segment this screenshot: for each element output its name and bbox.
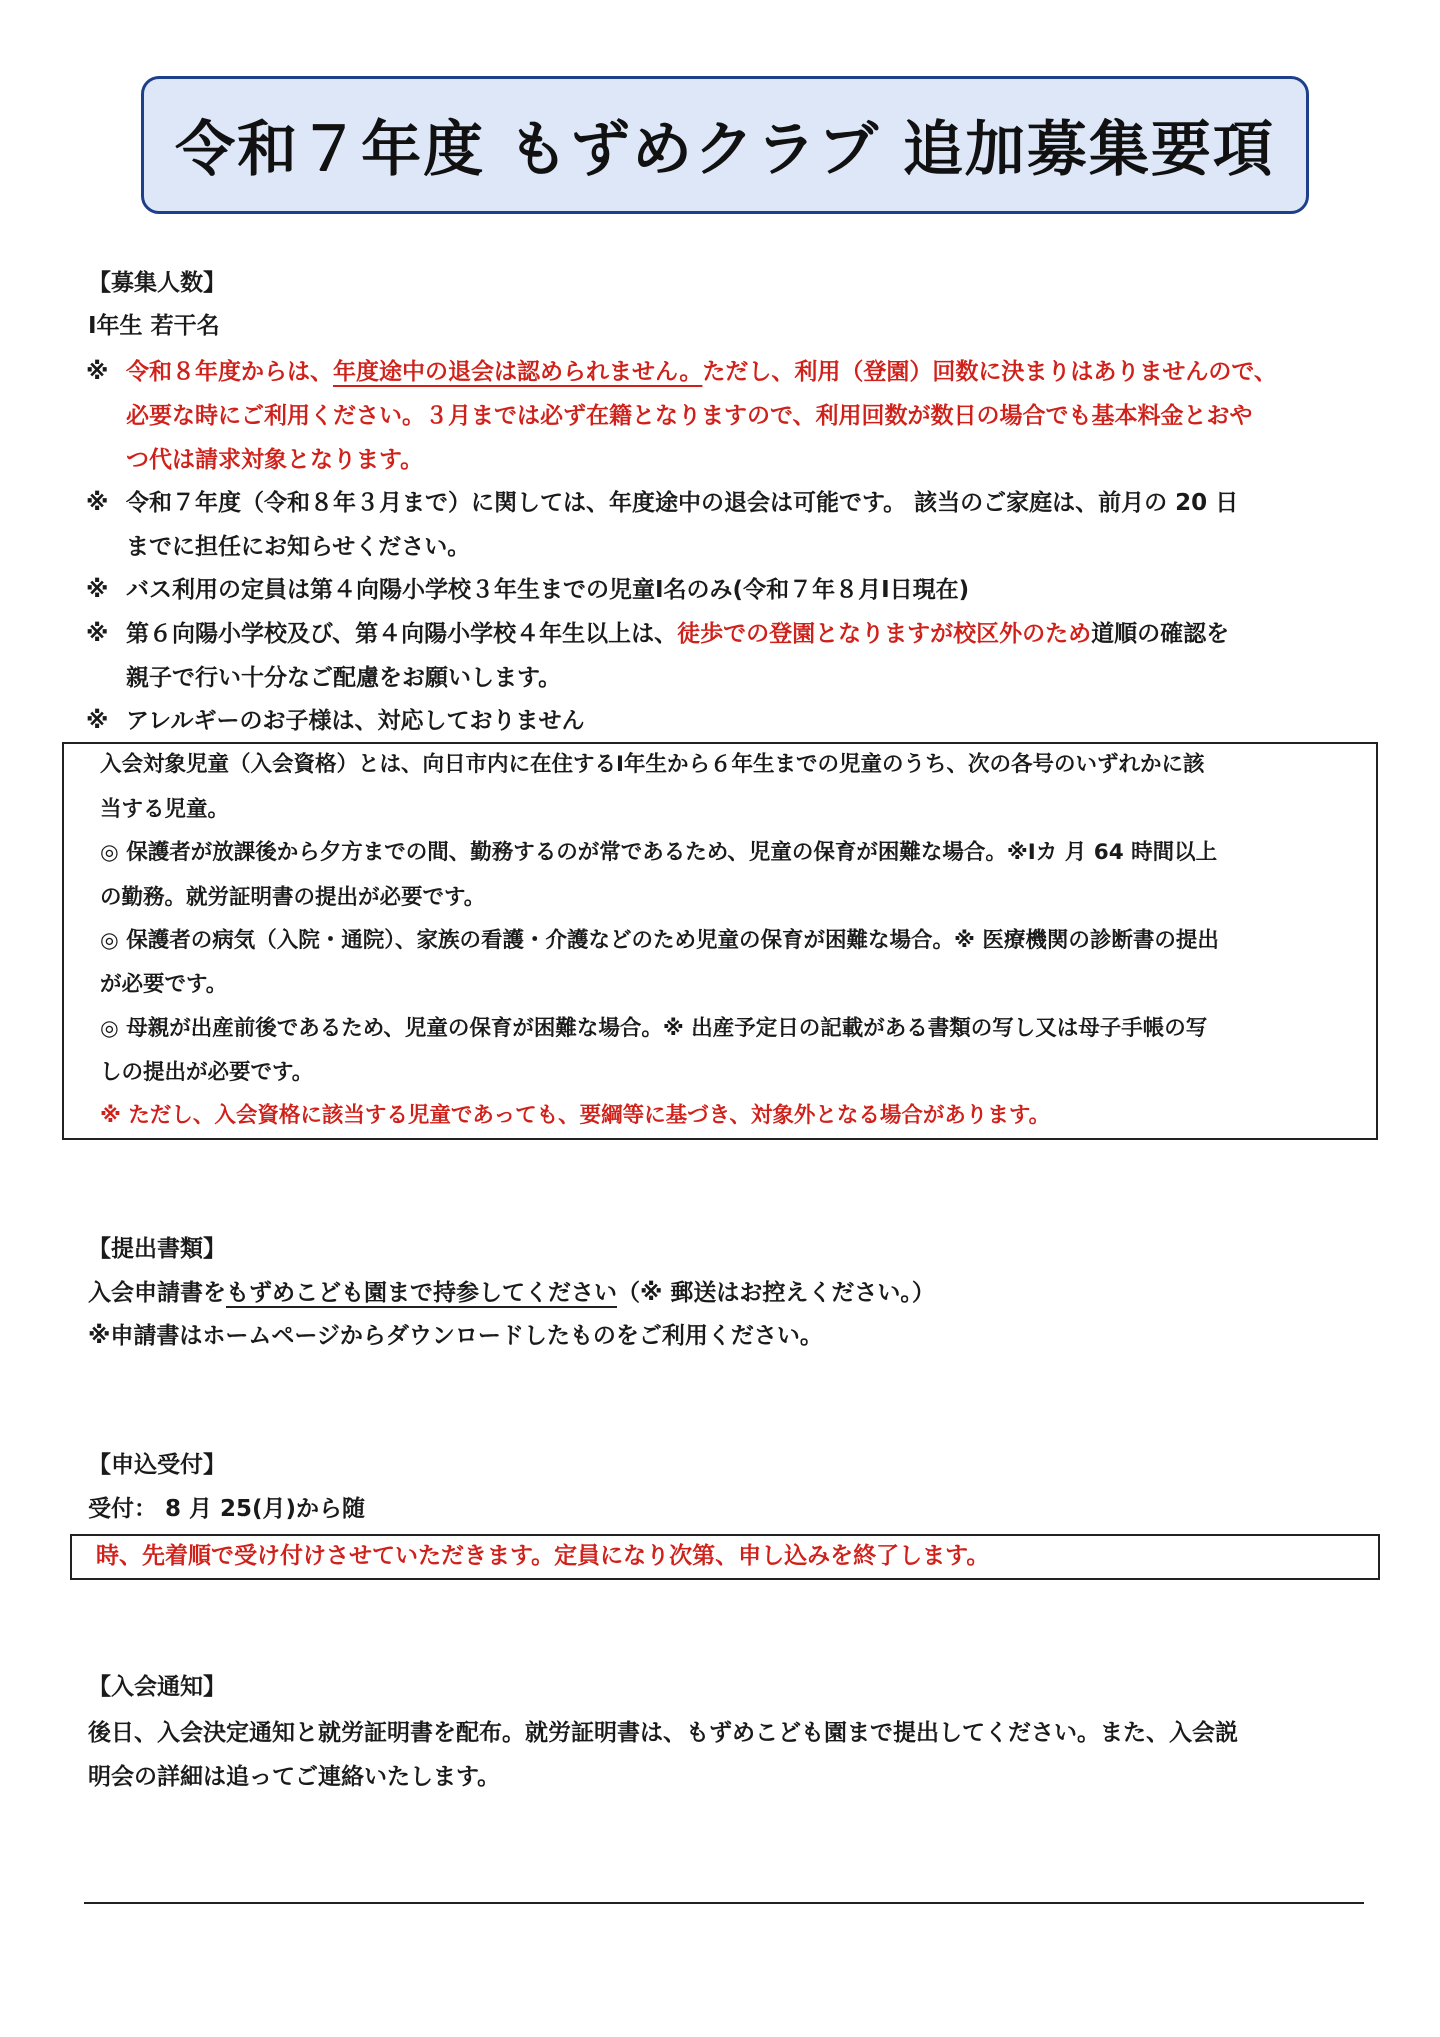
note-4 (86, 612, 1376, 700)
eligibility-line-7: ◎ 母親が出産前後であるため、児童の保育が困難な場合。※ 出産予定日の記載がある書類の写し又は母子手帳の写 (100, 1016, 1208, 1041)
documents-line-1 (88, 1278, 935, 1308)
recruit-count: Ⅰ年生 若干名 (88, 313, 220, 339)
note-4-part3: 道順の確認を (1091, 621, 1230, 647)
documents-line-2: ※申請書はホームページからダウンロードしたものをご利用ください。 (88, 1323, 823, 1349)
note-2 (86, 481, 1376, 569)
eligibility-line-2: 当する児童。 (100, 797, 230, 822)
eligibility-warning: ※ ただし、入会資格に該当する児童であっても、要綱等に基づき、対象外となる場合があります。 (100, 1103, 1051, 1128)
note-1-line2: 必要な時にご利用ください。３月までは必ず在籍となりますので、利用回数が数日の場合でも基本料金とおや (126, 403, 1253, 429)
note-2-line1: 令和７年度（令和８年３月まで）に関しては、年度途中の退会は可能です。 該当のご家庭は、前月の 20 日 (126, 490, 1239, 516)
page-title: 令和７年度 もずめクラブ 追加募集要項 (175, 115, 1275, 185)
eligibility-line-1: 入会対象児童（入会資格）とは、向日市内に在住するⅠ年生から６年生までの児童のうち、次の各号のいずれかに該 (100, 752, 1205, 777)
note-1-line3: つ代は請求対象となります。 (126, 447, 424, 473)
notice-line-1: 後日、入会決定通知と就労証明書を配布。就労証明書は、もずめこども園まで提出してください。また、入会説 (88, 1720, 1238, 1746)
note-5-mark: ※ (86, 708, 109, 734)
documents-heading: 【提出書類】 (88, 1236, 226, 1262)
note-1-underlined: 年度途中の退会は認められません。 (333, 359, 703, 385)
note-4-line2: 親子で行い十分なご配慮をお願いします。 (126, 665, 562, 691)
documents-underlined: もずめこども園まで持参してください (226, 1280, 617, 1306)
bottom-divider (84, 1902, 1364, 1904)
note-5-line1: アレルギーのお子様は、対応しておりません (126, 708, 585, 734)
application-box-text: 時、先着順で受け付けさせていただきます。定員になり次第、申し込みを終了します。 (96, 1543, 990, 1569)
note-3-mark: ※ (86, 577, 109, 603)
eligibility-line-8: しの提出が必要です。 (100, 1060, 314, 1085)
eligibility-line-3: ◎ 保護者が放課後から夕方までの間、勤務するのが常であるため、児童の保育が困難な場合。※Ⅰカ 月 64 時間以上 (100, 840, 1218, 865)
eligibility-line-6: が必要です。 (100, 972, 228, 997)
note-1-part3: ただし、利用（登園）回数に決まりはありませんので、 (702, 359, 1277, 385)
recruit-heading: 【募集人数】 (88, 270, 226, 296)
note-2-line2: までに担任にお知らせください。 (126, 534, 471, 560)
note-3-line1: バス利用の定員は第４向陽小学校３年生までの児童Ⅰ名のみ(令和７年８月Ⅰ日現在) (126, 577, 970, 603)
note-2-mark: ※ (86, 490, 109, 516)
note-5 (86, 699, 1376, 743)
title-banner (141, 76, 1309, 214)
note-1-mark: ※ (86, 359, 109, 385)
application-heading: 【申込受付】 (88, 1452, 226, 1478)
note-4-red: 徒歩での登園となりますが校区外のため (677, 621, 1092, 647)
note-3 (86, 568, 1376, 612)
eligibility-line-5: ◎ 保護者の病気（入院・通院）、家族の看護・介護などのため児童の保育が困難な場合。※ 医療機関の診断書の提出 (100, 928, 1219, 953)
documents-line-1-a: 入会申請書を (88, 1280, 226, 1306)
application-line-1: 受付： 8 月 25(月)から随 (88, 1496, 366, 1522)
note-1 (86, 350, 1376, 482)
note-4-mark: ※ (86, 621, 109, 647)
notice-heading: 【入会通知】 (88, 1674, 226, 1700)
note-4-part1: 第６向陽小学校及び、第４向陽小学校４年生以上は、 (126, 621, 678, 647)
documents-line-1-c: （※ 郵送はお控えください。） (617, 1280, 935, 1306)
note-1-part1: 令和８年度からは、 (126, 359, 333, 385)
notice-line-2: 明会の詳細は追ってご連絡いたします。 (88, 1764, 501, 1790)
eligibility-line-4: の勤務。就労証明書の提出が必要です。 (100, 885, 486, 910)
